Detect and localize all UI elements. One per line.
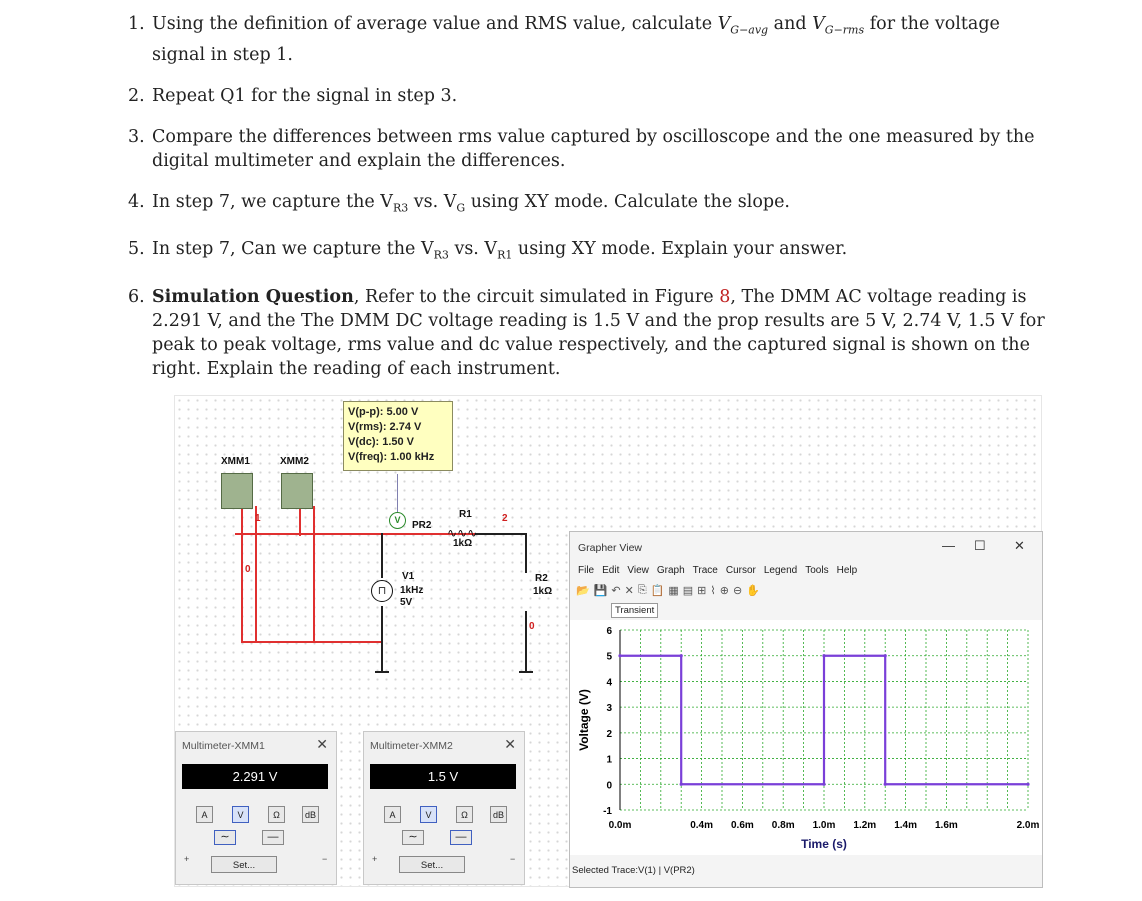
question-item	[128, 237, 1058, 268]
mm1-ohmmeter-button[interactable]: Ω	[268, 806, 285, 823]
trace-point	[822, 654, 825, 657]
net-label-1: 1	[255, 513, 261, 524]
mm1-title: Multimeter-XMM1	[182, 740, 265, 752]
question-text-part: In step 7, Can we capture the V	[152, 239, 434, 259]
r1-name: R1	[459, 509, 472, 520]
question-text-part: G−avg	[730, 23, 769, 37]
y-axis-label: Voltage (V)	[577, 689, 591, 751]
grapher-toolbar	[576, 584, 760, 597]
xmm2-label: XMM2	[280, 456, 309, 467]
menu-help[interactable]: Help	[836, 565, 858, 576]
net-label-0b: 0	[529, 621, 535, 632]
grid-icon[interactable]: ▦	[668, 585, 679, 597]
question-text-part: In step 7, we capture the V	[152, 191, 393, 212]
y-tick-label: 3	[606, 703, 612, 715]
mm2-reading: 1.5 V	[370, 764, 516, 789]
grapher-menu-bar	[578, 565, 857, 576]
mm2-voltmeter-button[interactable]: V	[420, 806, 437, 823]
voltage-probe-icon[interactable]: V	[389, 512, 406, 529]
question-text-part: Repeat Q1 for the signal in step 3.	[152, 85, 458, 106]
transient-chart	[570, 620, 1042, 855]
y-tick-label: 0	[606, 780, 612, 792]
v1-frequency: 1kHz	[400, 585, 424, 596]
question-number: 3.	[128, 126, 145, 147]
question-text-part: vs. V	[448, 239, 498, 259]
grapher-window	[569, 531, 1043, 888]
v1-amplitude: 5V	[400, 597, 413, 608]
wire-xmm2-minus	[313, 506, 315, 641]
mm1-ac-mode-icon[interactable]: ∼	[214, 830, 236, 845]
zoom-out-icon[interactable]: ⊖	[732, 585, 743, 597]
plot-area	[570, 620, 1042, 855]
figure-link[interactable]: 8	[719, 286, 731, 307]
question-text-part: V	[812, 14, 825, 34]
question-text	[152, 84, 1058, 108]
question-text-part: , The DMM AC voltage reading is 2.291 V, and the The DMM DC voltage reading is 1.5 V and the prop results are 5 V, 2.74 V, 1.5 V for peak to peak voltage, rms value and dc value respectively, and the captured signal is shown on the right. Explain the reading of each instrument.	[152, 286, 1045, 379]
menu-file[interactable]: File	[578, 565, 595, 576]
question-text-part: Using the definition of average value and RMS value, calculate	[152, 14, 718, 34]
question-number: 2.	[128, 85, 145, 106]
mm2-close-icon[interactable]: ✕	[504, 736, 516, 752]
xmm1-icon[interactable]	[221, 473, 253, 509]
x-tick-label: 0.6m	[731, 820, 754, 831]
x-axis-label: Time (s)	[801, 837, 847, 851]
y-tick-label: 1	[606, 754, 612, 766]
mm1-plus-terminal: +	[184, 854, 190, 864]
menu-view[interactable]: View	[627, 565, 649, 576]
question-text-part: using XY mode. Explain your answer.	[512, 239, 848, 259]
question-text	[152, 237, 1058, 268]
multimeter-xmm1-panel	[175, 731, 337, 885]
question-text-part: G−rms	[824, 23, 865, 37]
x-tick-label: 2.0m	[1016, 820, 1040, 831]
y-tick-label: 6	[606, 626, 612, 637]
x-tick-label: 0.8m	[771, 820, 795, 831]
question-item	[128, 285, 1058, 381]
x-tick-label: 1.6m	[935, 820, 958, 831]
y-tick-label: 5	[606, 651, 612, 663]
question-text	[152, 125, 1058, 173]
x-tick-label: 0.0m	[608, 820, 632, 831]
menu-cursor[interactable]: Cursor	[725, 565, 756, 576]
net-label-2: 2	[502, 513, 508, 524]
question-text-part: R3	[392, 201, 409, 214]
question-text-part: using XY mode. Calculate the slope.	[465, 191, 790, 212]
x-tick-label: 1.2m	[853, 820, 877, 831]
question-item	[128, 125, 1058, 173]
question-text-part: R3	[433, 248, 449, 262]
open-icon[interactable]: 📂	[576, 585, 590, 597]
menu-edit[interactable]: Edit	[602, 565, 620, 576]
wire-r2-bottom	[525, 611, 527, 671]
mm2-db-button[interactable]: dB	[490, 806, 507, 823]
probe-label: PR2	[412, 520, 432, 531]
maximize-icon[interactable]: ☐	[974, 538, 986, 553]
question-text-part: V	[717, 14, 731, 34]
question-text	[152, 285, 1058, 381]
mm2-title: Multimeter-XMM2	[370, 740, 453, 752]
circuit-schematic	[174, 395, 1042, 887]
trace-point	[680, 783, 683, 786]
ground-2	[519, 671, 533, 673]
ground-1	[375, 671, 389, 673]
probe-leader	[397, 474, 398, 514]
question-number: 4.	[128, 191, 145, 212]
y-tick-label: -1	[603, 806, 612, 817]
paste-icon[interactable]: 📋	[650, 585, 665, 597]
probe-vpp: V(p-p): 5.00 V	[348, 406, 419, 418]
menu-tools[interactable]: Tools	[805, 565, 829, 576]
copy-icon[interactable]: ⎘	[637, 584, 647, 596]
menu-graph[interactable]: Graph	[656, 565, 685, 576]
question-text-part: R1	[497, 248, 513, 262]
trace-point	[680, 654, 683, 657]
trace-point	[884, 654, 887, 657]
mm2-settings-button[interactable]: Set...	[399, 856, 465, 873]
mm2-minus-terminal: −	[510, 854, 516, 864]
x-tick-label: 0.4m	[690, 820, 713, 831]
question-number: 1.	[128, 14, 145, 34]
zoom-in-icon[interactable]: ⊕	[719, 585, 729, 597]
delete-icon[interactable]: ✕	[624, 585, 634, 597]
probe-freq: V(freq): 1.00 kHz	[348, 451, 435, 463]
mm2-dc-mode-icon[interactable]: —	[450, 830, 472, 845]
question-list	[128, 12, 1058, 398]
r2-name: R2	[535, 573, 548, 584]
trace-icon[interactable]: ⌇	[710, 585, 716, 597]
wire-v1-top	[381, 533, 383, 578]
question-text	[152, 190, 1058, 221]
wire-xmm1-plus	[241, 506, 243, 641]
save-icon[interactable]: 💾	[593, 585, 608, 597]
wire-xmm1-minus	[255, 506, 257, 641]
y-tick-label: 2	[606, 728, 612, 740]
net-label-0a: 0	[245, 564, 251, 575]
mm1-db-button[interactable]: dB	[302, 806, 319, 823]
pan-icon[interactable]: ✋	[746, 585, 760, 597]
legend-icon[interactable]: ▤	[682, 585, 694, 597]
mm1-settings-button[interactable]: Set...	[211, 856, 277, 873]
probe-readout	[343, 401, 453, 471]
undo-icon[interactable]: ↶	[611, 585, 621, 597]
r2-value: 1kΩ	[533, 586, 553, 597]
mm1-voltmeter-button[interactable]: V	[232, 806, 249, 823]
menu-legend[interactable]: Legend	[763, 565, 798, 576]
question-text	[152, 12, 1058, 67]
mm1-ammeter-button[interactable]: A	[196, 806, 213, 823]
mm1-minus-terminal: −	[322, 854, 328, 864]
mm1-reading: 2.291 V	[182, 764, 328, 789]
wire-xmm2-plus	[299, 506, 301, 536]
question-text-part: vs. V	[408, 191, 457, 212]
close-icon[interactable]: ✕	[1014, 538, 1025, 553]
wire-v1-bottom	[381, 606, 383, 671]
pulse-source-icon[interactable]: ⊓	[371, 580, 393, 602]
mm1-close-icon[interactable]: ✕	[316, 736, 328, 752]
question-text-part: Simulation Question	[152, 286, 354, 307]
mm2-ac-mode-icon[interactable]: ∼	[402, 830, 424, 845]
wire-r1-r2	[475, 533, 525, 535]
selected-trace-status: Selected Trace:V(1) | V(PR2)	[572, 865, 695, 876]
question-text-part: and	[768, 14, 813, 34]
probe-vrms: V(rms): 2.74 V	[348, 421, 422, 433]
trace-point	[618, 654, 621, 657]
question-item	[128, 12, 1058, 67]
question-text-part: Compare the differences between rms value captured by oscilloscope and the one measured by the digital multimeter and explain the differences.	[152, 126, 1035, 171]
question-text-part: G	[456, 201, 466, 214]
x-tick-label: 1.0m	[812, 820, 836, 831]
multimeter-xmm2-panel	[363, 731, 525, 885]
mm2-ammeter-button[interactable]: A	[384, 806, 401, 823]
trace-point	[884, 783, 887, 786]
wire-r2-top	[525, 533, 527, 573]
r1-resistor-icon[interactable]: ∿∿∿	[447, 526, 478, 540]
trace-point	[1026, 783, 1029, 786]
minimize-icon[interactable]: —	[942, 538, 955, 553]
mm2-ohmmeter-button[interactable]: Ω	[456, 806, 473, 823]
wire-ground-net	[241, 641, 383, 643]
question-item	[128, 190, 1058, 221]
mm1-dc-mode-icon[interactable]: —	[262, 830, 284, 845]
y-tick-label: 4	[606, 677, 612, 689]
cursor-icon[interactable]: ⊞	[697, 585, 707, 597]
v1-name: V1	[402, 571, 415, 582]
probe-vdc: V(dc): 1.50 V	[348, 436, 415, 448]
grapher-title: Grapher View	[578, 542, 643, 554]
xmm2-icon[interactable]	[281, 473, 313, 509]
xmm1-label: XMM1	[221, 456, 250, 467]
mm2-plus-terminal: +	[372, 854, 378, 864]
trace-point	[822, 783, 825, 786]
question-number: 5.	[128, 239, 145, 259]
question-text-part: , Refer to the circuit simulated in Figure	[353, 286, 720, 307]
menu-trace[interactable]: Trace	[692, 565, 718, 576]
r1-value: 1kΩ	[453, 538, 473, 549]
question-item	[128, 84, 1058, 108]
question-number: 6.	[128, 286, 145, 307]
x-tick-label: 1.4m	[894, 820, 917, 831]
question-text-part: for the voltage signal in step 1.	[152, 14, 1000, 65]
tab-transient[interactable]: Transient	[611, 603, 658, 618]
